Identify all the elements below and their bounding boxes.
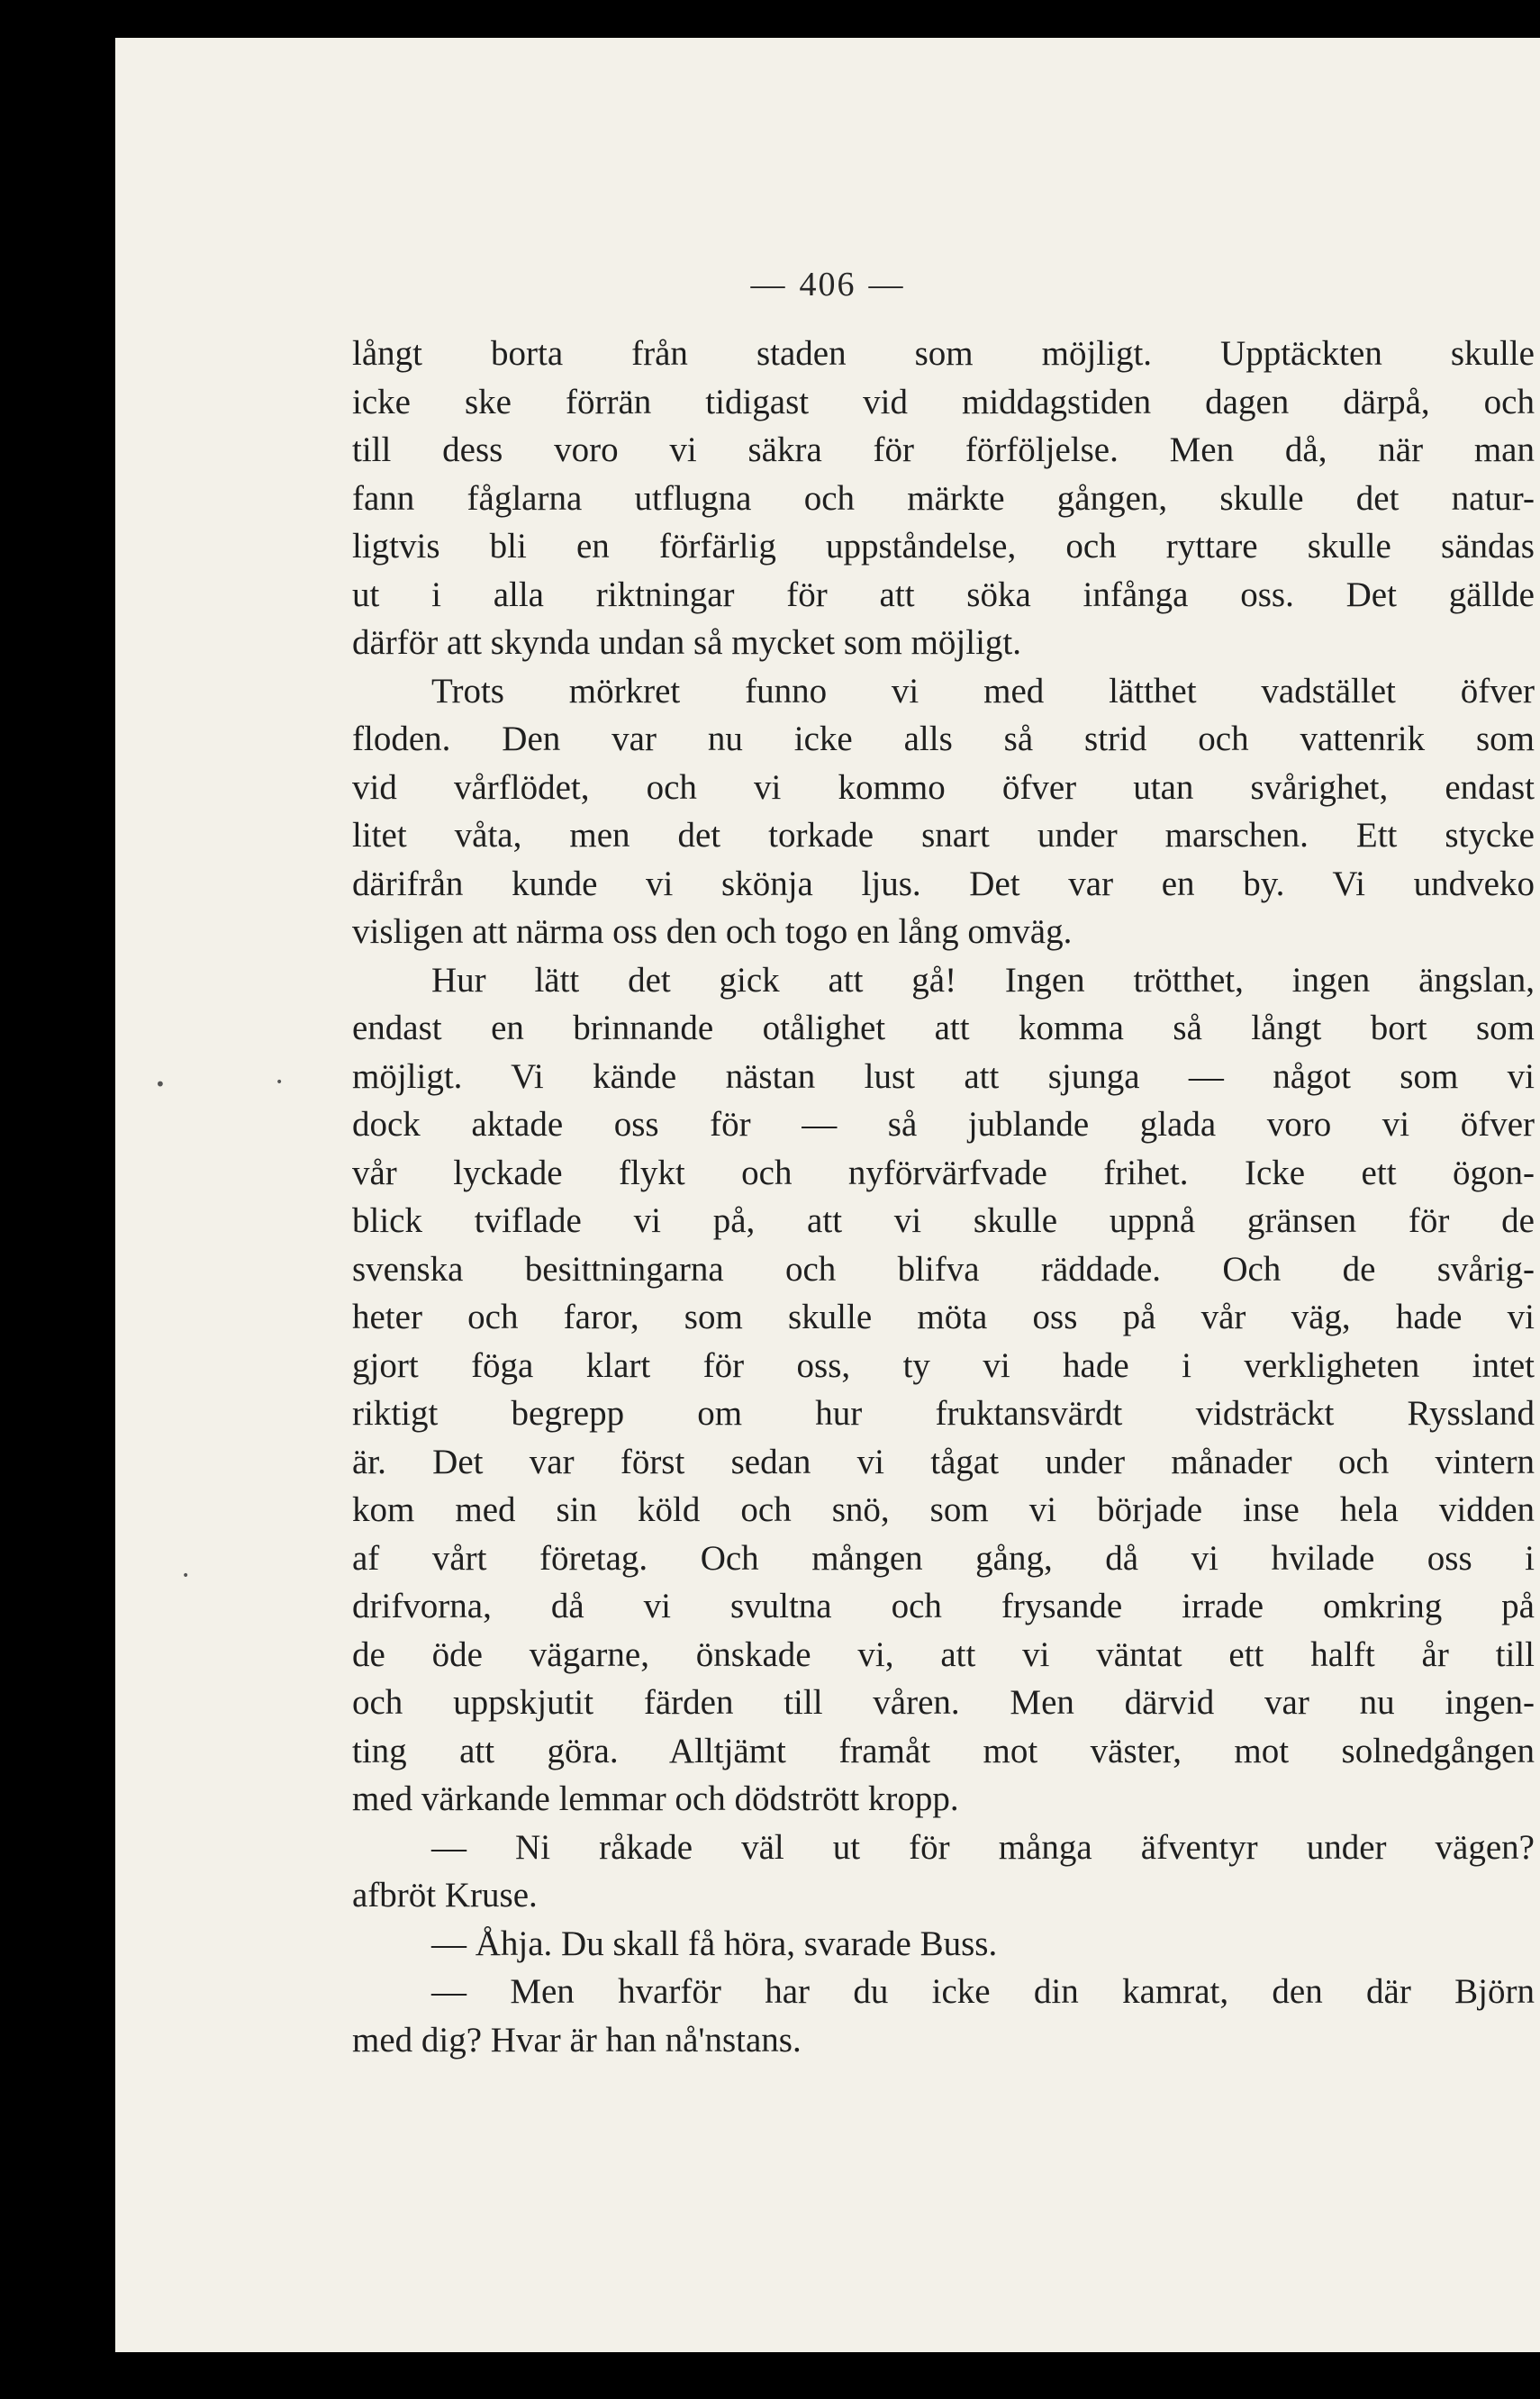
margin-speck: • <box>155 1073 166 1095</box>
text-line: heter och faror, som skulle möta oss på vår väg, hade vi <box>352 1298 1535 1336</box>
text-line: vår lyckade flykt och nyförvärfvade frihet. Icke ett ögon- <box>352 1153 1535 1192</box>
text-line: — Ni råkade väl ut för många äfventyr under vägen? <box>431 1827 1535 1867</box>
text-line: Hur lätt det gick att gå! Ingen trötthet, ingen ängslan, <box>431 960 1535 1000</box>
text-line: blick tviflade vi på, att vi skulle uppnå gränsen för de <box>352 1201 1535 1240</box>
text-line: visligen att närma oss den och togo en lång omväg. <box>352 912 1073 951</box>
page-number-header <box>115 265 1540 304</box>
text-line: litet våta, men det torkade snart under marschen. Ett stycke <box>352 816 1535 855</box>
text-line: drifvorna, då vi svultna och frysande irrade omkring på <box>352 1587 1535 1625</box>
page-number-dash-right: — <box>868 266 905 303</box>
text-line: möjligt. Vi kände nästan lust att sjunga — något som vi <box>352 1056 1535 1096</box>
text-line: därför att skynda undan så mycket som möjligt. <box>352 623 1022 662</box>
text-line: ligtvis bli en förfärlig uppståndelse, och ryttare skulle sändas <box>352 527 1535 566</box>
text-line: afbröt Kruse. <box>352 1876 538 1915</box>
body-text <box>352 330 1535 2064</box>
text-line: Trots mörkret funno vi med lätthet vadstället öfver <box>431 671 1535 711</box>
text-line: och uppskjutit färden till våren. Men därvid var nu ingen- <box>352 1683 1535 1722</box>
text-line: — Åhja. Du skall få höra, svarade Buss. <box>431 1924 998 1963</box>
text-line: fann fåglarna utflugna och märkte gången, skulle det natur- <box>352 478 1535 518</box>
text-line: kom med sin köld och snö, som vi började inse hela vidden <box>352 1490 1535 1529</box>
text-line: icke ske förrän tidigast vid middagstiden dagen därpå, och <box>352 382 1535 421</box>
margin-speck: • <box>182 1569 190 1583</box>
text-line: dock aktade oss för — så jublande glada voro vi öfver <box>352 1105 1535 1144</box>
text-line: med värkande lemmar och dödstrött kropp. <box>352 1779 959 1818</box>
text-line: långt borta från staden som möjligt. Upptäckten skulle <box>352 334 1535 373</box>
text-line: svenska besittningarna och blifva räddade. Och de svårig- <box>352 1249 1535 1289</box>
text-line: floden. Den var nu icke alls så strid och vattenrik som <box>352 720 1535 758</box>
text-line: — Men hvarför har du icke din kamrat, den där Björn <box>431 1972 1535 2011</box>
margin-speck: • <box>276 1075 284 1090</box>
page-number-dash-left: — <box>750 266 787 303</box>
text-line: riktigt begrepp om hur fruktansvärdt vidsträckt Ryssland <box>352 1394 1535 1433</box>
text-line: gjort föga klart för oss, ty vi hade i verkligheten intet <box>352 1345 1535 1385</box>
book-page <box>115 38 1540 2352</box>
text-line: därifrån kunde vi skönja ljus. Det var en by. Vi undveko <box>352 864 1535 903</box>
text-line: vid vårflödet, och vi kommo öfver utan svårighet, endast <box>352 767 1535 807</box>
page-number: 406 <box>799 266 856 303</box>
text-line: är. Det var först sedan vi tågat under månader och vintern <box>352 1442 1535 1481</box>
text-line: de öde vägarne, önskade vi, att vi väntat ett halft år till <box>352 1634 1535 1674</box>
text-line: endast en brinnande otålighet att komma så långt bort som <box>352 1009 1535 1047</box>
text-line: af vårt företag. Och mången gång, då vi hvilade oss i <box>352 1538 1535 1578</box>
text-line: till dess voro vi säkra för förföljelse. Men då, när man <box>352 430 1535 469</box>
text-line: ting att göra. Alltjämt framåt mot väster, mot solnedgången <box>352 1731 1535 1770</box>
text-line: med dig? Hvar är han nå'nstans. <box>352 2020 802 2060</box>
text-line: ut i alla riktningar för att söka infånga oss. Det gällde <box>352 575 1535 614</box>
